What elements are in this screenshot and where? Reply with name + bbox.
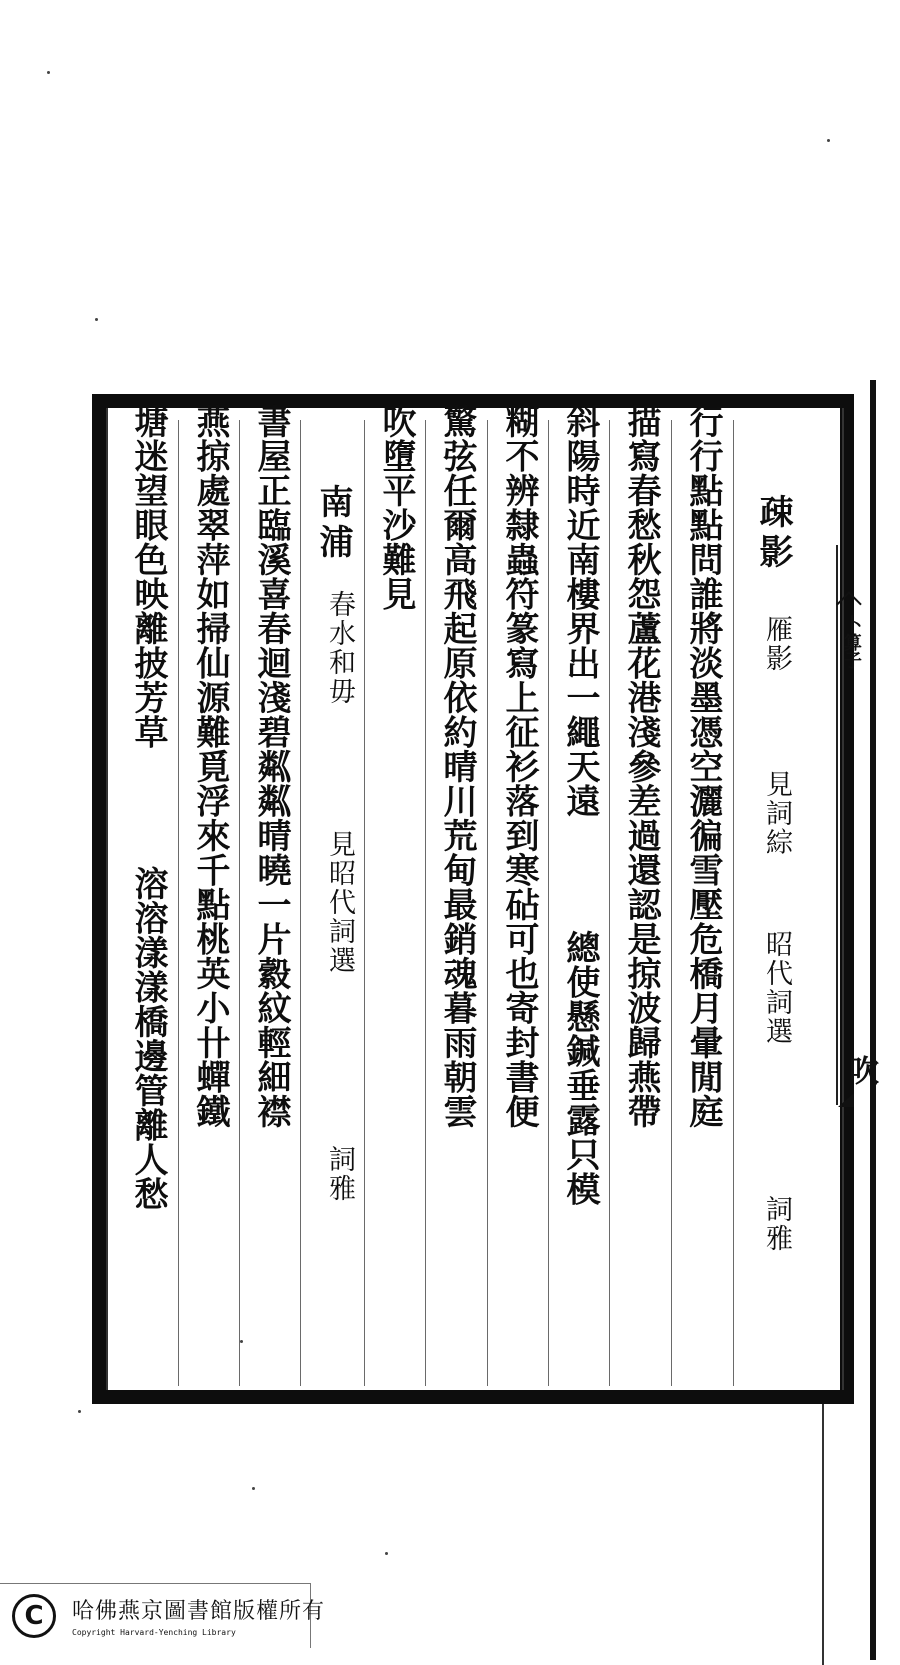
column-rule (239, 420, 240, 1386)
speck (78, 1410, 81, 1413)
speck (47, 71, 50, 74)
text-column: 描寫春愁秋怨蘆花港淺參差過還認是掠波歸燕帶 (621, 404, 661, 1129)
column-rule (425, 420, 426, 1386)
copyright-chinese: 哈佛燕京圖書館版權所有 (72, 1599, 326, 1624)
text-column-tail: 總使懸鍼垂露只模 (560, 930, 600, 1206)
text-column: 吹墮平沙難見 (376, 404, 416, 611)
fold-bottom-text: 吹 (843, 1055, 878, 1085)
text-column: 糊不辨隸蟲符篆寫上征衫落到寒砧可也寄封書便 (499, 404, 539, 1129)
poem-subtitle: 春水和毋 (324, 590, 355, 706)
column-rule (300, 420, 301, 1386)
text-column-tail: 溶溶漾漾橋邊管離人愁 (128, 866, 168, 1211)
column-rule (178, 420, 179, 1386)
column-rule (364, 420, 365, 1386)
source-note: 詞雅 (324, 1145, 355, 1203)
text-column: 驚弦任爾高飛起原依約晴川荒甸最銷魂暮雨朝雲 (437, 404, 477, 1129)
text-column: 斜陽時近南樓界出一繩天遠 (560, 404, 600, 818)
text-column: 行行點點問誰將淡墨憑空灑徧雪壓危橋月暈閒庭 (683, 404, 723, 1129)
text-column: 書屋正臨溪喜春迴淺碧粼粼晴曉一片縠紋輕細襟 (251, 404, 291, 1129)
copyright-english: Copyright Harvard-Yenching Library (72, 1628, 236, 1637)
text-column: 塘迷望眼色映離披芳草 (128, 404, 168, 749)
column-rule (609, 420, 610, 1386)
speck (252, 1487, 255, 1490)
column-rule (548, 420, 549, 1386)
source-note: 見昭代詞選 (324, 830, 355, 975)
column-rule (671, 420, 672, 1386)
poem-title: 疎影 (753, 494, 793, 574)
fish-tail-bottom-icon (838, 1093, 854, 1107)
copyright-icon: C (12, 1594, 56, 1638)
source-note: 詞雅 (761, 1195, 792, 1253)
speck (827, 139, 830, 142)
fold-top-text: 卜算子 (841, 615, 862, 669)
poem-title: 南浦 (313, 484, 353, 564)
source-note: 見詞綜 (761, 770, 792, 857)
lower-edge-line (822, 1402, 824, 1665)
source-note: 昭代詞選 (761, 930, 792, 1046)
column-rule (487, 420, 488, 1386)
text-column: 燕掠處翠萍如掃仙源難覓浮來千點桃英小卄蟬鐵 (190, 404, 230, 1129)
column-rule (733, 420, 734, 1386)
poem-subtitle: 雁影 (761, 615, 792, 673)
speck (385, 1552, 388, 1555)
speck (95, 318, 98, 321)
copyright-stamp (0, 1583, 326, 1648)
